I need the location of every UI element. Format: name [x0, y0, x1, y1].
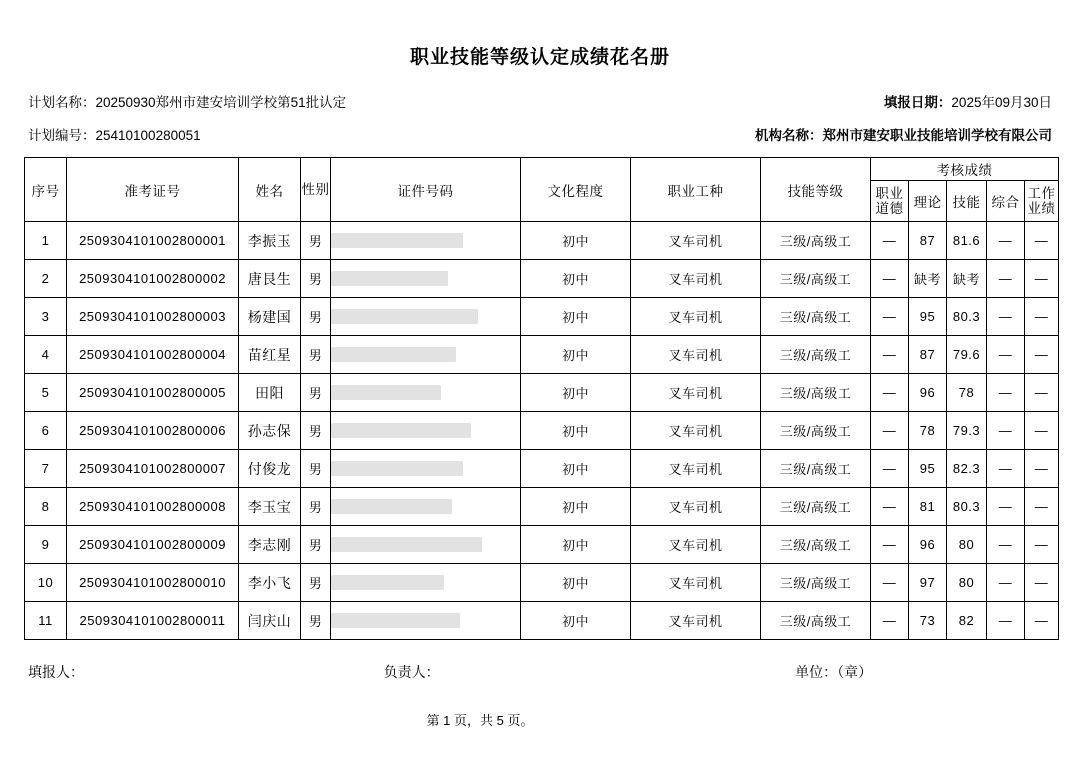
redacted-id-card — [331, 461, 463, 476]
col-header-seq: 序号 — [25, 158, 67, 222]
plan-code-label: 计划编号： — [28, 128, 96, 143]
cell-skill: 80 — [947, 526, 987, 564]
cell-ticket: 2509304101002800003 — [67, 298, 239, 336]
cell-occupation: 叉车司机 — [631, 412, 761, 450]
cell-id-card — [331, 298, 521, 336]
col-header-skill: 技能 — [947, 181, 987, 222]
cell-gender: 男 — [301, 564, 331, 602]
cell-seq: 9 — [25, 526, 67, 564]
cell-level: 三级/高级工 — [761, 222, 871, 260]
cell-ethics: — — [871, 412, 909, 450]
cell-ticket: 2509304101002800005 — [67, 374, 239, 412]
table-row — [25, 450, 1059, 488]
cell-education: 初中 — [521, 222, 631, 260]
cell-level: 三级/高级工 — [761, 412, 871, 450]
col-header-level: 技能等级 — [761, 158, 871, 222]
cell-performance: — — [1025, 222, 1059, 260]
redacted-id-card — [331, 385, 441, 400]
cell-id-card — [331, 602, 521, 640]
cell-gender: 男 — [301, 374, 331, 412]
cell-id-card — [331, 412, 521, 450]
redacted-id-card — [331, 499, 452, 514]
cell-education: 初中 — [521, 260, 631, 298]
cell-gender: 男 — [301, 450, 331, 488]
cell-comprehensive: — — [987, 602, 1025, 640]
plan-name-label: 计划名称： — [28, 95, 96, 110]
cell-theory: 81 — [909, 488, 947, 526]
cell-comprehensive: — — [987, 412, 1025, 450]
table-row — [25, 298, 1059, 336]
cell-skill: 缺考 — [947, 260, 987, 298]
cell-skill: 79.6 — [947, 336, 987, 374]
cell-performance: — — [1025, 564, 1059, 602]
cell-seq: 5 — [25, 374, 67, 412]
org-name-value: 郑州市建安职业技能培训学校有限公司 — [822, 128, 1052, 143]
cell-level: 三级/高级工 — [761, 526, 871, 564]
cell-education: 初中 — [521, 412, 631, 450]
cell-name: 李小飞 — [239, 564, 301, 602]
cell-skill: 81.6 — [947, 222, 987, 260]
cell-name: 苗红星 — [239, 336, 301, 374]
redacted-id-card — [331, 575, 444, 590]
cell-education: 初中 — [521, 602, 631, 640]
cell-id-card — [331, 336, 521, 374]
col-header-theory: 理论 — [909, 181, 947, 222]
meta-row-1 — [24, 91, 1056, 111]
cell-theory: 87 — [909, 222, 947, 260]
cell-comprehensive: — — [987, 564, 1025, 602]
cell-id-card — [331, 374, 521, 412]
cell-ticket: 2509304101002800002 — [67, 260, 239, 298]
cell-education: 初中 — [521, 374, 631, 412]
cell-level: 三级/高级工 — [761, 298, 871, 336]
col-header-education: 文化程度 — [521, 158, 631, 222]
cell-performance: — — [1025, 298, 1059, 336]
cell-name: 唐艮生 — [239, 260, 301, 298]
cell-occupation: 叉车司机 — [631, 526, 761, 564]
cell-seq: 8 — [25, 488, 67, 526]
table-row — [25, 222, 1059, 260]
cell-education: 初中 — [521, 488, 631, 526]
page-number: 第 1 页，共 5 页。 — [426, 713, 534, 728]
cell-comprehensive: — — [987, 260, 1025, 298]
fill-date-value: 2025年09月30日 — [951, 95, 1052, 110]
cell-performance: — — [1025, 526, 1059, 564]
cell-level: 三级/高级工 — [761, 488, 871, 526]
cell-seq: 7 — [25, 450, 67, 488]
cell-occupation: 叉车司机 — [631, 602, 761, 640]
cell-skill: 79.3 — [947, 412, 987, 450]
org-name-label: 机构名称： — [755, 128, 823, 143]
cell-gender: 男 — [301, 222, 331, 260]
plan-code — [28, 124, 201, 144]
meta-row-2 — [24, 124, 1056, 144]
table-row — [25, 602, 1059, 640]
cell-occupation: 叉车司机 — [631, 336, 761, 374]
fill-date-label: 填报日期： — [883, 95, 952, 110]
cell-occupation: 叉车司机 — [631, 564, 761, 602]
col-header-performance: 工作业绩 — [1025, 181, 1059, 222]
cell-occupation: 叉车司机 — [631, 450, 761, 488]
table-row — [25, 336, 1059, 374]
cell-ticket: 2509304101002800001 — [67, 222, 239, 260]
cell-occupation: 叉车司机 — [631, 488, 761, 526]
cell-ticket: 2509304101002800004 — [67, 336, 239, 374]
cell-gender: 男 — [301, 298, 331, 336]
roster-body — [25, 222, 1059, 640]
unit-label: 单位：（章） — [795, 664, 873, 680]
col-header-ticket: 准考证号 — [67, 158, 239, 222]
cell-ethics: — — [871, 564, 909, 602]
col-header-score-group: 考核成绩 — [871, 158, 1059, 181]
cell-seq: 2 — [25, 260, 67, 298]
plan-code-value: 25410100280051 — [95, 128, 201, 143]
cell-theory: 73 — [909, 602, 947, 640]
cell-seq: 3 — [25, 298, 67, 336]
page-title: 职业技能等级认定成绩花名册 — [409, 47, 670, 68]
col-header-occupation: 职业工种 — [631, 158, 761, 222]
cell-name: 李振玉 — [239, 222, 301, 260]
col-header-name: 姓名 — [239, 158, 301, 222]
cell-comprehensive: — — [987, 488, 1025, 526]
cell-level: 三级/高级工 — [761, 450, 871, 488]
col-header-comprehensive: 综合 — [987, 181, 1025, 222]
cell-id-card — [331, 450, 521, 488]
col-header-ethics: 职业道德 — [871, 181, 909, 222]
org-name — [755, 124, 1052, 144]
table-row — [25, 412, 1059, 450]
cell-skill: 80 — [947, 564, 987, 602]
cell-name: 孙志保 — [239, 412, 301, 450]
cell-ticket: 2509304101002800006 — [67, 412, 239, 450]
cell-level: 三级/高级工 — [761, 260, 871, 298]
cell-education: 初中 — [521, 336, 631, 374]
cell-level: 三级/高级工 — [761, 564, 871, 602]
redacted-id-card — [331, 613, 460, 628]
table-row — [25, 374, 1059, 412]
cell-performance: — — [1025, 260, 1059, 298]
cell-ticket: 2509304101002800007 — [67, 450, 239, 488]
cell-theory: 95 — [909, 298, 947, 336]
cell-level: 三级/高级工 — [761, 336, 871, 374]
redacted-id-card — [331, 423, 471, 438]
cell-ticket: 2509304101002800010 — [67, 564, 239, 602]
cell-ethics: — — [871, 450, 909, 488]
cell-ticket: 2509304101002800011 — [67, 602, 239, 640]
cell-skill: 78 — [947, 374, 987, 412]
cell-comprehensive: — — [987, 450, 1025, 488]
cell-level: 三级/高级工 — [761, 374, 871, 412]
cell-seq: 1 — [25, 222, 67, 260]
plan-name-value: 20250930郑州市建安培训学校第51批认定 — [95, 95, 347, 110]
cell-performance: — — [1025, 374, 1059, 412]
cell-performance: — — [1025, 336, 1059, 374]
cell-performance: — — [1025, 412, 1059, 450]
cell-theory: 78 — [909, 412, 947, 450]
cell-gender: 男 — [301, 260, 331, 298]
cell-theory: 缺考 — [909, 260, 947, 298]
cell-seq: 4 — [25, 336, 67, 374]
table-row — [25, 564, 1059, 602]
cell-ethics: — — [871, 298, 909, 336]
cell-ethics: — — [871, 260, 909, 298]
cell-theory: 96 — [909, 374, 947, 412]
table-row — [25, 488, 1059, 526]
cell-gender: 男 — [301, 488, 331, 526]
fill-date — [884, 91, 1052, 111]
cell-name: 闫庆山 — [239, 602, 301, 640]
cell-ethics: — — [871, 602, 909, 640]
cell-performance: — — [1025, 488, 1059, 526]
table-header-row-1 — [25, 158, 1059, 181]
redacted-id-card — [331, 537, 482, 552]
cell-ethics: — — [871, 526, 909, 564]
col-header-id-card: 证件号码 — [331, 158, 521, 222]
cell-gender: 男 — [301, 412, 331, 450]
cell-gender: 男 — [301, 526, 331, 564]
table-row — [25, 526, 1059, 564]
cell-theory: 96 — [909, 526, 947, 564]
cell-occupation: 叉车司机 — [631, 222, 761, 260]
table-row — [25, 260, 1059, 298]
redacted-id-card — [331, 347, 456, 362]
cell-skill: 82.3 — [947, 450, 987, 488]
cell-ticket: 2509304101002800008 — [67, 488, 239, 526]
cell-performance: — — [1025, 602, 1059, 640]
signature-row — [24, 662, 1056, 682]
cell-comprehensive: — — [987, 222, 1025, 260]
redacted-id-card — [331, 271, 448, 286]
plan-name — [28, 91, 346, 111]
roster-table — [24, 157, 1059, 640]
cell-education: 初中 — [521, 526, 631, 564]
cell-id-card — [331, 488, 521, 526]
cell-seq: 6 — [25, 412, 67, 450]
cell-ethics: — — [871, 488, 909, 526]
cell-education: 初中 — [521, 298, 631, 336]
cell-gender: 男 — [301, 602, 331, 640]
reporter-label: 填报人： — [28, 664, 84, 680]
cell-occupation: 叉车司机 — [631, 260, 761, 298]
redacted-id-card — [331, 309, 478, 324]
cell-id-card — [331, 526, 521, 564]
col-header-gender: 性别 — [301, 158, 331, 222]
cell-comprehensive: — — [987, 526, 1025, 564]
cell-name: 李志刚 — [239, 526, 301, 564]
cell-comprehensive: — — [987, 298, 1025, 336]
cell-name: 田阳 — [239, 374, 301, 412]
cell-seq: 10 — [25, 564, 67, 602]
cell-id-card — [331, 564, 521, 602]
manager-label: 负责人： — [383, 664, 440, 680]
cell-id-card — [331, 260, 521, 298]
cell-ethics: — — [871, 222, 909, 260]
cell-occupation: 叉车司机 — [631, 374, 761, 412]
cell-id-card — [331, 222, 521, 260]
cell-skill: 80.3 — [947, 298, 987, 336]
cell-theory: 95 — [909, 450, 947, 488]
cell-comprehensive: — — [987, 374, 1025, 412]
cell-skill: 82 — [947, 602, 987, 640]
cell-education: 初中 — [521, 564, 631, 602]
cell-theory: 87 — [909, 336, 947, 374]
cell-skill: 80.3 — [947, 488, 987, 526]
cell-ethics: — — [871, 336, 909, 374]
cell-seq: 11 — [25, 602, 67, 640]
cell-ethics: — — [871, 374, 909, 412]
cell-performance: — — [1025, 450, 1059, 488]
cell-comprehensive: — — [987, 336, 1025, 374]
cell-education: 初中 — [521, 450, 631, 488]
cell-name: 李玉宝 — [239, 488, 301, 526]
cell-level: 三级/高级工 — [761, 602, 871, 640]
cell-gender: 男 — [301, 336, 331, 374]
cell-name: 杨建国 — [239, 298, 301, 336]
cell-occupation: 叉车司机 — [631, 298, 761, 336]
cell-ticket: 2509304101002800009 — [67, 526, 239, 564]
redacted-id-card — [331, 233, 463, 248]
cell-theory: 97 — [909, 564, 947, 602]
cell-name: 付俊龙 — [239, 450, 301, 488]
